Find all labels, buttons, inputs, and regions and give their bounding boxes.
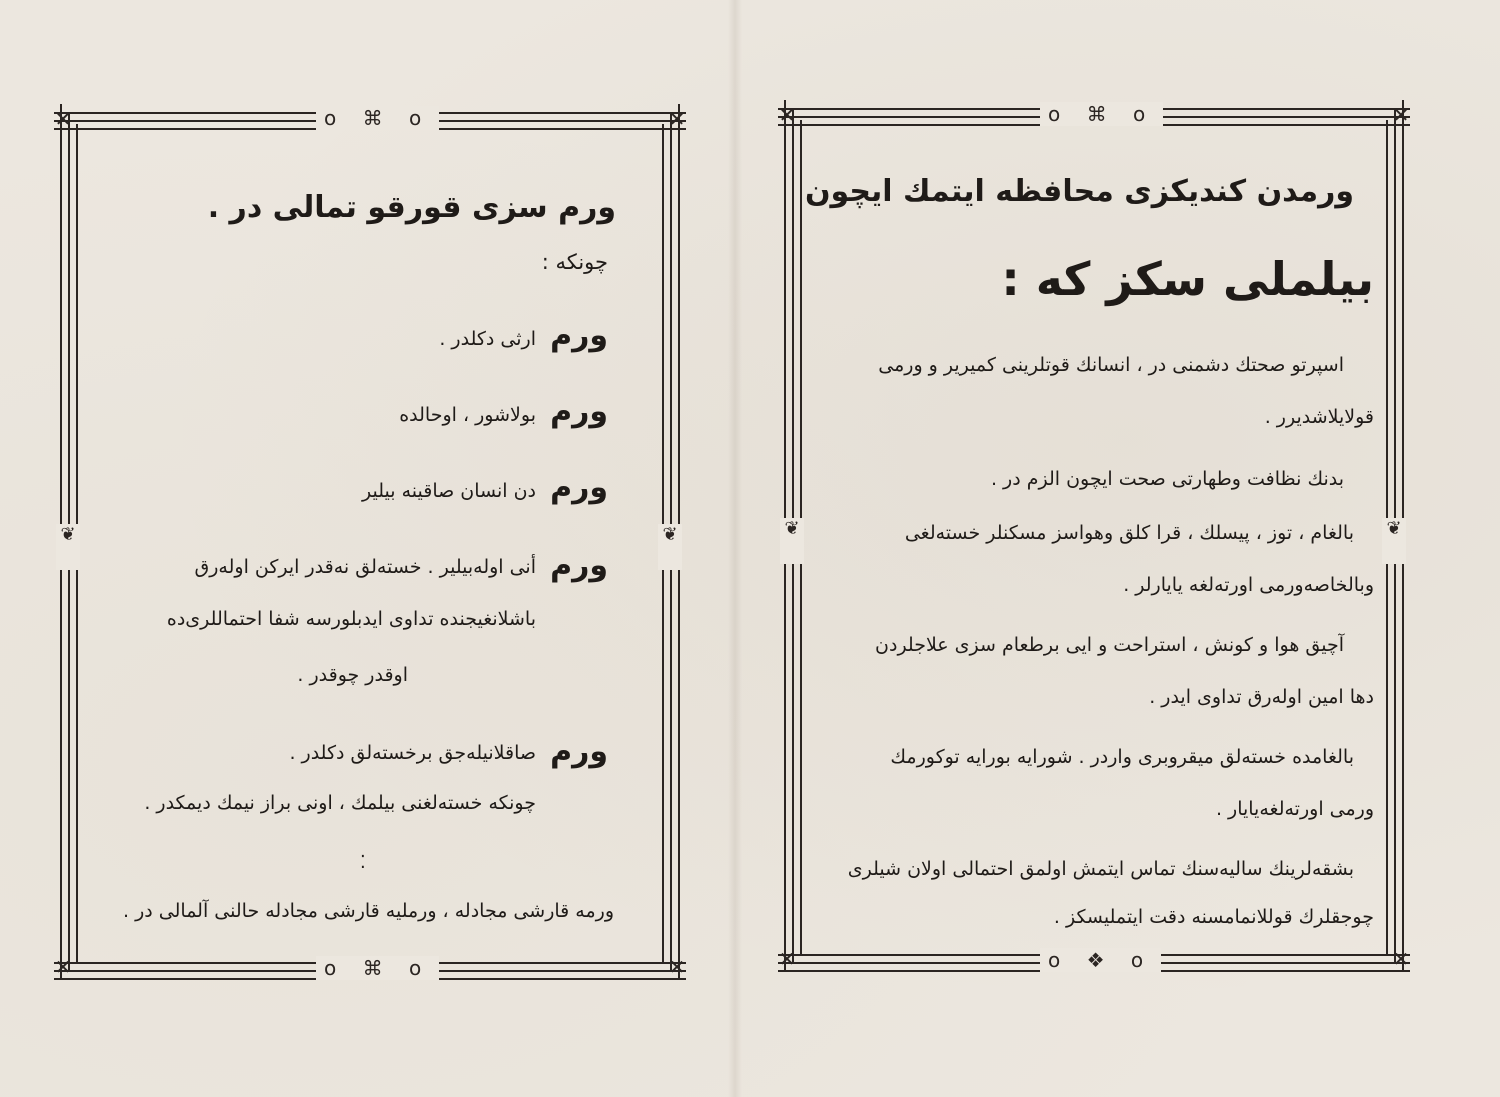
- item-keyword: ورم: [550, 394, 608, 429]
- corner-ornament-icon: ✕: [1392, 947, 1410, 971]
- corner-ornament-icon: ✕: [778, 947, 796, 971]
- paragraph-line: وبالخاصه‌ورمى اورته‌لغه يايارلر .: [1123, 574, 1374, 596]
- item-keyword: ورم: [550, 548, 608, 583]
- bottom-ornament-icon: о ❖ о: [1040, 948, 1161, 972]
- item-text: دن انسان صاقينه بيلير: [362, 480, 536, 502]
- side-ornament-icon: ❦: [1382, 518, 1406, 564]
- paragraph-line: قولايلاشديرر .: [1264, 406, 1374, 428]
- separator-dots: ⁚: [360, 852, 366, 873]
- right-big-heading: بيلملى سكز كه :: [1001, 252, 1374, 306]
- paragraph-line: بالغامده خسته‌لق ميقروبرى واردر . شورايه بورايه توكورمك: [890, 746, 1354, 768]
- since-label: چونكه :: [541, 250, 608, 274]
- paragraph-line: دها امين اوله‌رق تداوى ايدر .: [1149, 686, 1374, 708]
- paragraph-line: چوجقلرك قوللانمامسنه دقت ايتمليسكز .: [1053, 906, 1374, 928]
- item-text: أنى اوله‌بيلير . خسته‌لق نه‌قدر ايركن اوله‌رق: [194, 556, 536, 578]
- left-page-panel: [54, 104, 686, 984]
- item-keyword: ورم: [550, 734, 608, 769]
- top-ornament-icon: о ⌘ о: [1040, 102, 1163, 126]
- left-heading: ورم سزى قورقو تمالى در .: [207, 190, 616, 225]
- corner-ornament-icon: ✕: [778, 103, 796, 127]
- bottom-ornament-icon: о ⌘ о: [316, 956, 439, 980]
- right-page-panel: [778, 100, 1410, 976]
- side-ornament-icon: ❦: [658, 524, 682, 570]
- item-text: اوقدر چوقدر .: [297, 664, 408, 686]
- corner-ornament-icon: ✕: [668, 107, 686, 131]
- corner-ornament-icon: ✕: [668, 955, 686, 979]
- paragraph-line: اسپرتو صحتك دشمنى در ، انسانك قوتلرينى كميرير و ورمى: [878, 354, 1344, 376]
- paragraph-line: بدنك نظافت وطهارتى صحت ايچون الزم در .: [990, 468, 1344, 490]
- item-text: ارثى دكلدر .: [439, 328, 536, 350]
- corner-ornament-icon: ✕: [54, 107, 72, 131]
- item-text: بولاشور ، اوحالده: [399, 404, 536, 426]
- item-text: باشلانغيجنده تداوى ايدبلورسه شفا احتماللرى‌ده: [166, 608, 536, 630]
- side-ornament-icon: ❦: [780, 518, 804, 564]
- right-heading: ورمدن كنديكزى محافظه ايتمك ايچون: [804, 174, 1354, 209]
- center-fold: [728, 0, 742, 1097]
- paragraph-line: بشقه‌لرينك ساليه‌سنك تماس ايتمش اولمق احتمالى اولان شيلرى: [847, 858, 1354, 880]
- corner-ornament-icon: ✕: [1392, 103, 1410, 127]
- closing-text: ورمه قارشى مجادله ، ورمليه قارشى مجادله حالنى آلمالى در .: [123, 900, 614, 922]
- top-ornament-icon: о ⌘ о: [316, 106, 439, 130]
- item-keyword: ورم: [550, 470, 608, 505]
- paragraph-line: ورمى اورته‌لغه‌يايار .: [1215, 798, 1374, 820]
- paragraph-line: بالغام ، توز ، پيسلك ، قرا كلق وهواسز مسكنلر خسته‌لغى: [904, 522, 1354, 544]
- corner-ornament-icon: ✕: [54, 955, 72, 979]
- item-text: چونكه خسته‌لغنى بيلمك ، اونى براز نيمك ديمكدر .: [144, 792, 536, 814]
- side-ornament-icon: ❦: [56, 524, 80, 570]
- item-keyword: ورم: [550, 318, 608, 353]
- item-text: صاقلانيله‌جق برخسته‌لق دكلدر .: [289, 742, 536, 764]
- paragraph-line: آچيق هوا و كونش ، استراحت و ايى برطعام سزى علاجلردن: [875, 634, 1344, 656]
